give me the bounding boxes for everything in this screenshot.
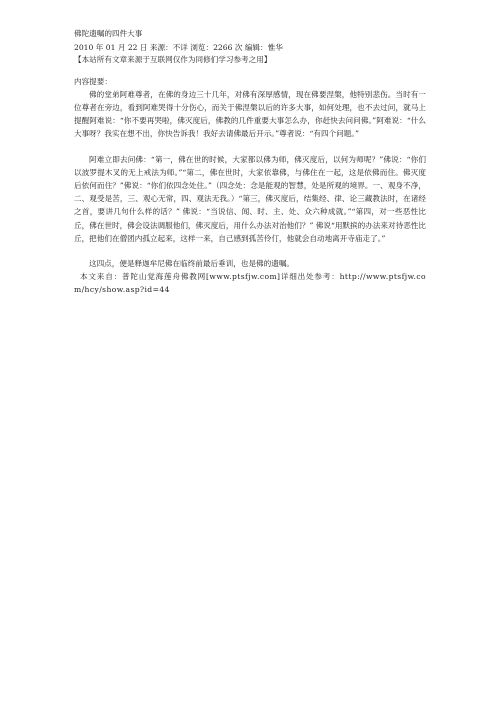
paragraph-3: 这四点，便是释迦牟尼佛在临终前最后垂训，也是佛的遗嘱。 [89, 259, 295, 269]
content-summary-label: 内容提要： [74, 77, 112, 87]
article-meta: 2010 年 01 月 22 日 来源：不详 浏览：2266 次 编辑：惟华 [74, 42, 283, 52]
paragraph-2: 阿难立即去问佛：“第一，佛在世的时候，大家都以佛为师，佛灭度后，以何为师呢？”佛说：“你们以波罗提木叉的无上戒法为师。”“第二，佛在世时，大家依靠佛，与佛住在一起，这是依佛而住。佛灭度后依何而住？”佛说：“你们依四念处住。”（四念处：念是能观的智慧，处是所观的境界。一、观身不净，二、观受是苦，三、观心无常，四、观法无我。）“第三，佛灭度后，结集经、律、论三藏教法时，在诸经之首，要讲几句什么样的话？” 佛说：“当说信、闻、时、主、处、众六种成就。”“第四，对一些恶性比丘，佛在世时，佛会设法调服他们，佛灭度后，用什么办法对治他们？” 佛说“用默摈的办法来对待恶性比丘，把他们在僧团内孤立起来，这样一来，自己感到孤苦伶仃，他就会自动地离开寺庙走了。” [74, 154, 426, 243]
source-notice: 【本站所有文章来源于互联网仅作为同修们学习参考之用】 [74, 55, 272, 65]
paragraph-1: 佛的堂弟阿难尊者，在佛的身边三十几年，对佛有深厚感情，现在佛要涅槃，他特别悲伤。当时有一位尊者在旁边，看到阿难哭得十分伤心，而关于佛涅槃以后的许多大事，如何处理，也不去过问，就马上提醒阿难说：“你不要再哭啦，佛灭度后，佛教的几件重要大事怎么办，你赶快去问问佛。”阿难说：“什么大事呀？我实在想不出，你快告诉我！我好去请佛最后开示。”尊者说：“有四个问题。” [74, 89, 426, 139]
article-title: 佛陀遗嘱的四件大事 [74, 29, 143, 38]
source-reference: 本文来自：普陀山觉海莲舟佛教网[www.ptsfjw.com]详细出处参考：http://www.ptsfjw.com/hcy/show.asp?id=44 [74, 272, 426, 295]
document-page [74, 28, 426, 297]
